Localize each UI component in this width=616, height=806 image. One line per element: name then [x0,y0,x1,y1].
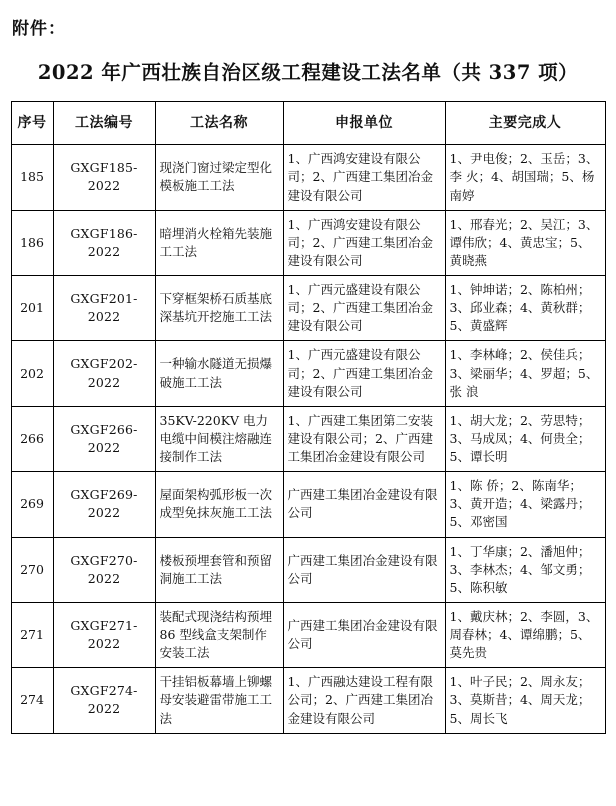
cell-people: 1、戴庆林；2、李圆，3、周春林；4、谭绵鹏；5、莫先贵 [445,602,605,667]
cell-name: 现浇门窗过梁定型化模板施工工法 [155,145,283,210]
cell-no: 271 [11,602,53,667]
column-header-people: 主要完成人 [445,102,605,145]
column-header-unit: 申报单位 [283,102,445,145]
cell-no: 266 [11,406,53,471]
cell-code: GXGF270-2022 [53,537,155,602]
cell-people: 1、叶子民；2、周永友；3、莫斯昔；4、周天龙；5、周长飞 [445,668,605,733]
cell-no: 186 [11,210,53,275]
table-header-row [11,102,605,145]
table-row [11,537,605,602]
cell-name: 装配式现浇结构预埋 86 型线盒支架制作安装工法 [155,602,283,667]
table-row [11,602,605,667]
cell-no: 269 [11,472,53,537]
table-row [11,210,605,275]
cell-unit: 1、广西融达建设工程有限公司；2、广西建工集团冶金建设有限公司 [283,668,445,733]
cell-name: 35KV-220KV 电力电缆中间模注熔融连接制作工法 [155,406,283,471]
cell-people: 1、尹电俊；2、玉岳；3、李 火；4、胡国瑞；5、杨南婷 [445,145,605,210]
cell-code: GXGF186-2022 [53,210,155,275]
cell-no: 274 [11,668,53,733]
cell-name: 暗埋消火栓箱先装施工工法 [155,210,283,275]
table-container [10,101,606,734]
cell-code: GXGF274-2022 [53,668,155,733]
table-header [11,102,605,145]
cell-unit: 广西建工集团冶金建设有限公司 [283,602,445,667]
table-row [11,145,605,210]
cell-unit: 广西建工集团冶金建设有限公司 [283,537,445,602]
cell-unit: 1、广西鸿安建设有限公司；2、广西建工集团冶金建设有限公司 [283,210,445,275]
cell-people: 1、钟坤诺；2、陈柏州；3、邱业森；4、黄秋群；5、黄盛辉 [445,276,605,341]
table-row [11,276,605,341]
column-header-name: 工法名称 [155,102,283,145]
cell-name: 干挂铝板幕墙上铆螺母安装避雷带施工工法 [155,668,283,733]
cell-unit: 1、广西元盛建设有限公司；2、广西建工集团冶金建设有限公司 [283,341,445,406]
cell-people: 1、李林峰；2、侯佳兵；3、梁丽华；4、罗超；5、张 浪 [445,341,605,406]
cell-code: GXGF202-2022 [53,341,155,406]
page-title: 2022 年广西壮族自治区级工程建设工法名单（共 337 项） [37,61,579,84]
column-header-no: 序号 [11,102,53,145]
cell-code: GXGF271-2022 [53,602,155,667]
cell-people: 1、陈 侨；2、陈南华；3、黄开造；4、梁露丹；5、邓密国 [445,472,605,537]
cell-no: 201 [11,276,53,341]
cell-no: 270 [11,537,53,602]
cell-name: 楼板预埋套管和预留洞施工工法 [155,537,283,602]
table-body [11,145,605,733]
cell-code: GXGF266-2022 [53,406,155,471]
cell-code: GXGF269-2022 [53,472,155,537]
cell-people: 1、胡大龙；2、劳思特；3、马成凤；4、何贵全；5、谭长明 [445,406,605,471]
cell-name: 下穿框架桥石质基底深基坑开挖施工工法 [155,276,283,341]
cell-people: 1、邢春光；2、吴江；3、谭伟欣；4、黄忠宝；5、黄晓燕 [445,210,605,275]
cell-unit: 广西建工集团冶金建设有限公司 [283,472,445,537]
cell-code: GXGF201-2022 [53,276,155,341]
table-row [11,341,605,406]
cell-unit: 1、广西建工集团第二安装建设有限公司；2、广西建工集团冶金建设有限公司 [283,406,445,471]
table-row [11,472,605,537]
cell-no: 202 [11,341,53,406]
cell-code: GXGF185-2022 [53,145,155,210]
table-row [11,668,605,733]
cell-unit: 1、广西元盛建设有限公司；2、广西建工集团冶金建设有限公司 [283,276,445,341]
cell-people: 1、丁华康；2、潘旭仲；3、李林杰；4、邹文勇；5、陈积敏 [445,537,605,602]
cell-no: 185 [11,145,53,210]
cell-unit: 1、广西鸿安建设有限公司；2、广西建工集团冶金建设有限公司 [283,145,445,210]
column-header-code: 工法编号 [53,102,155,145]
works-table [11,101,606,734]
cell-name: 一种输水隧道无损爆破施工工法 [155,341,283,406]
attachment-label: 附件： [12,19,66,39]
table-row [11,406,605,471]
cell-name: 屋面架构弧形板一次成型免抹灰施工工法 [155,472,283,537]
